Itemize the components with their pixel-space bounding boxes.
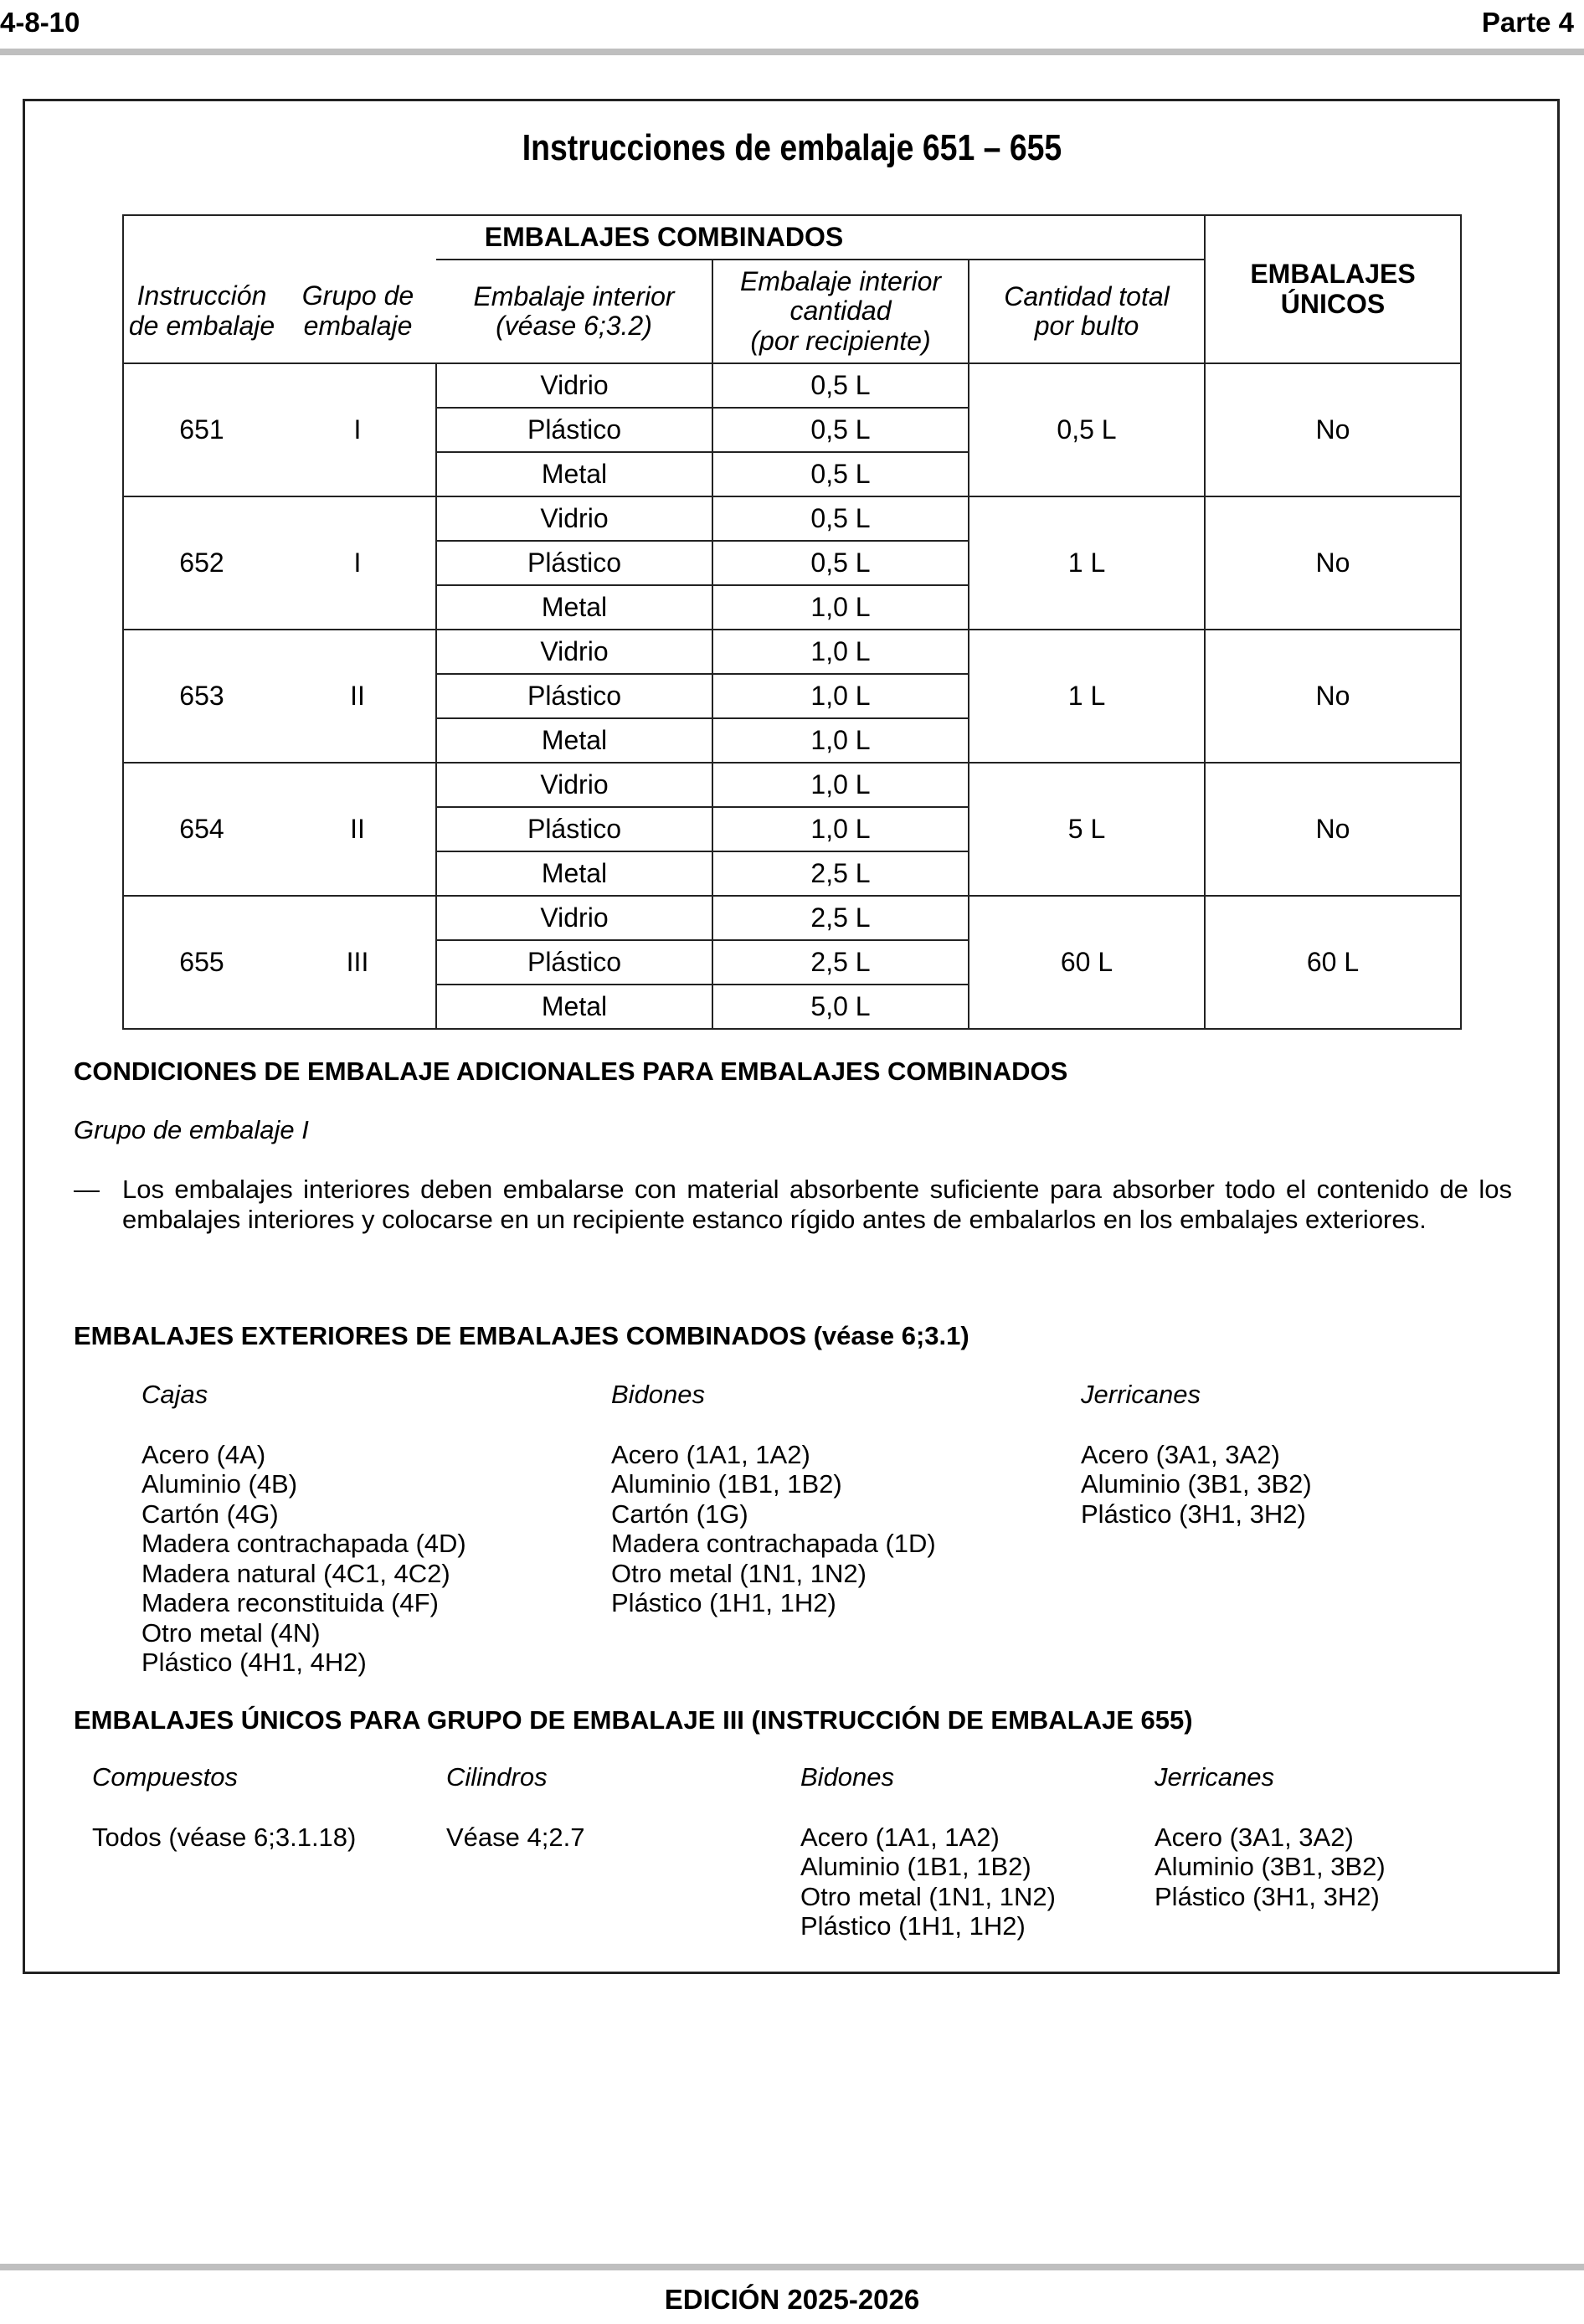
total-header-line: por bulto [1034,311,1139,341]
inner-material: Metal [436,985,712,1029]
page-title: Instrucciones de embalaje 651 – 655 [522,127,1062,168]
single-column-title: Jerricanes [1155,1762,1274,1792]
list-item: Madera contrachapada (4D) [141,1529,466,1558]
list-item: Véase 4;2.7 [446,1822,585,1852]
outer-column [611,1380,936,1618]
inner-quantity: 2,5 L [712,851,969,896]
table-row [123,763,1461,807]
instruction-number: 653 [123,630,280,763]
inner-material: Vidrio [436,896,712,940]
group-header-line: Grupo de [301,280,414,311]
list-item: Cartón (4G) [141,1499,279,1529]
inner-qty-header-line: cantidad [789,296,892,326]
inner-header [436,260,712,363]
group-header [280,260,436,363]
instruction-number: 652 [123,496,280,630]
instruction-header [123,260,280,363]
packing-group: II [280,630,436,763]
packing-group: I [280,496,436,630]
inner-quantity: 0,5 L [712,496,969,541]
inner-qty-header-line: (por recipiente) [750,325,931,356]
single-column-title: Bidones [800,1762,895,1792]
combined-header: EMBALAJES COMBINADOS [123,215,1205,260]
table-row [123,896,1461,940]
total-quantity: 5 L [969,763,1205,896]
outer-column [141,1380,466,1678]
packing-group: I [280,363,436,496]
list-item: Aluminio (1B1, 1B2) [800,1852,1031,1881]
instruction-number: 655 [123,896,280,1029]
list-item: Madera contrachapada (1D) [611,1529,936,1558]
footer-rule [0,2264,1584,2270]
inner-quantity: 1,0 L [712,807,969,851]
inner-qty-header-line: Embalaje interior [739,266,942,297]
single-header [1205,215,1461,363]
list-item: Todos (véase 6;3.1.18) [92,1822,357,1852]
single-column [446,1762,584,1852]
outer-column-title: Cajas [141,1380,208,1409]
inner-material: Plástico [436,408,712,452]
single-header-line: EMBALAJES [1250,259,1416,290]
single-heading: EMBALAJES ÚNICOS PARA GRUPO DE EMBALAJE III (INSTRUCCIÓN DE EMBALAJE 655) [74,1705,1193,1735]
edition-footer: EDICIÓN 2025-2026 [664,2284,920,2315]
single-packaging: No [1205,363,1461,496]
inner-quantity: 0,5 L [712,408,969,452]
inner-quantity: 2,5 L [712,940,969,985]
list-item: Plástico (1H1, 1H2) [800,1911,1026,1941]
part-label: Parte 4 [1481,7,1574,38]
list-item: Madera reconstituida (4F) [141,1588,439,1617]
inner-material: Vidrio [436,496,712,541]
page-number: 4-8-10 [0,7,80,38]
list-item: Otro metal (4N) [141,1617,321,1648]
list-item: Otro metal (1N1, 1N2) [611,1558,867,1588]
list-item: Acero (1A1, 1A2) [800,1822,1000,1852]
single-packaging: No [1205,763,1461,896]
group-header-line: embalaje [303,310,413,341]
packing-group: II [280,763,436,896]
inner-material: Plástico [436,940,712,985]
inner-quantity: 0,5 L [712,363,969,408]
packing-table [122,214,1462,1030]
list-item: Aluminio (3B1, 3B2) [1081,1469,1312,1499]
instruction-header-line: Instrucción [136,280,267,311]
single-column [1155,1762,1386,1911]
inner-quantity: 2,5 L [712,896,969,940]
total-quantity: 1 L [969,496,1205,630]
list-item: Madera natural (4C1, 4C2) [141,1558,450,1588]
inner-quantity: 5,0 L [712,985,969,1029]
list-item: Acero (3A1, 3A2) [1155,1822,1354,1852]
inner-material: Plástico [436,541,712,585]
inner-material: Vidrio [436,630,712,674]
instruction-number: 651 [123,363,280,496]
inner-header-line: (véase 6;3.2) [496,311,652,341]
packing-group: III [280,896,436,1029]
single-packaging: 60 L [1205,896,1461,1029]
inner-qty-header [712,260,969,363]
inner-quantity: 1,0 L [712,630,969,674]
list-item: Plástico (3H1, 3H2) [1155,1881,1380,1911]
instruction-number: 654 [123,763,280,896]
list-item: Acero (4A) [141,1439,266,1469]
single-column-title: Compuestos [92,1762,239,1792]
total-quantity: 1 L [969,630,1205,763]
inner-quantity: 1,0 L [712,763,969,807]
inner-quantity: 0,5 L [712,541,969,585]
inner-material: Vidrio [436,363,712,408]
inner-material: Metal [436,718,712,763]
outer-column-title: Jerricanes [1081,1380,1201,1409]
inner-quantity: 1,0 L [712,674,969,718]
total-header-line: Cantidad total [1004,280,1170,311]
list-item: Plástico (3H1, 3H2) [1081,1499,1306,1529]
conditions-text: Los embalajes interiores deben embalarse con material absorbente suficiente para absorber todo el contenido de los embalajes interiores y colocarse en un recipiente estanco rígido antes de embalarlos en los embalajes exteriores. [122,1175,1512,1234]
conditions-paragraph [74,1175,1512,1235]
header-rule [0,49,1584,55]
inner-quantity: 1,0 L [712,718,969,763]
single-column [92,1762,356,1852]
inner-material: Plástico [436,807,712,851]
single-packaging: No [1205,630,1461,763]
single-column [800,1762,1056,1941]
list-item: Otro metal (1N1, 1N2) [800,1881,1056,1911]
list-item: Plástico (1H1, 1H2) [611,1588,836,1617]
outer-column-title: Bidones [611,1380,706,1409]
outer-column [1081,1380,1312,1529]
inner-material: Metal [436,452,712,496]
total-header [969,260,1205,363]
list-item: Aluminio (3B1, 3B2) [1155,1852,1386,1881]
inner-material: Metal [436,585,712,630]
inner-material: Plástico [436,674,712,718]
dash-bullet: — [74,1175,100,1204]
table-row [123,496,1461,541]
list-item: Aluminio (4B) [141,1469,298,1499]
inner-quantity: 0,5 L [712,452,969,496]
inner-quantity: 1,0 L [712,585,969,630]
table-row [123,630,1461,674]
inner-header-line: Embalaje interior [473,280,675,311]
single-header-line: ÚNICOS [1280,288,1386,319]
single-column-title: Cilindros [446,1762,548,1792]
total-quantity: 0,5 L [969,363,1205,496]
conditions-heading: CONDICIONES DE EMBALAJE ADICIONALES PARA EMBALAJES COMBINADOS [74,1057,1068,1086]
instruction-header-line: de embalaje [128,310,275,341]
list-item: Aluminio (1B1, 1B2) [611,1469,842,1499]
single-packaging: No [1205,496,1461,630]
total-quantity: 60 L [969,896,1205,1029]
list-item: Acero (3A1, 3A2) [1081,1439,1280,1469]
inner-material: Vidrio [436,763,712,807]
outer-heading: EMBALAJES EXTERIORES DE EMBALAJES COMBINADOS (véase 6;3.1) [74,1321,969,1350]
inner-material: Metal [436,851,712,896]
list-item: Plástico (4H1, 4H2) [141,1648,367,1677]
table-row [123,363,1461,408]
conditions-group-label: Grupo de embalaje I [74,1115,309,1144]
list-item: Cartón (1G) [611,1499,748,1529]
list-item: Acero (1A1, 1A2) [611,1439,810,1469]
